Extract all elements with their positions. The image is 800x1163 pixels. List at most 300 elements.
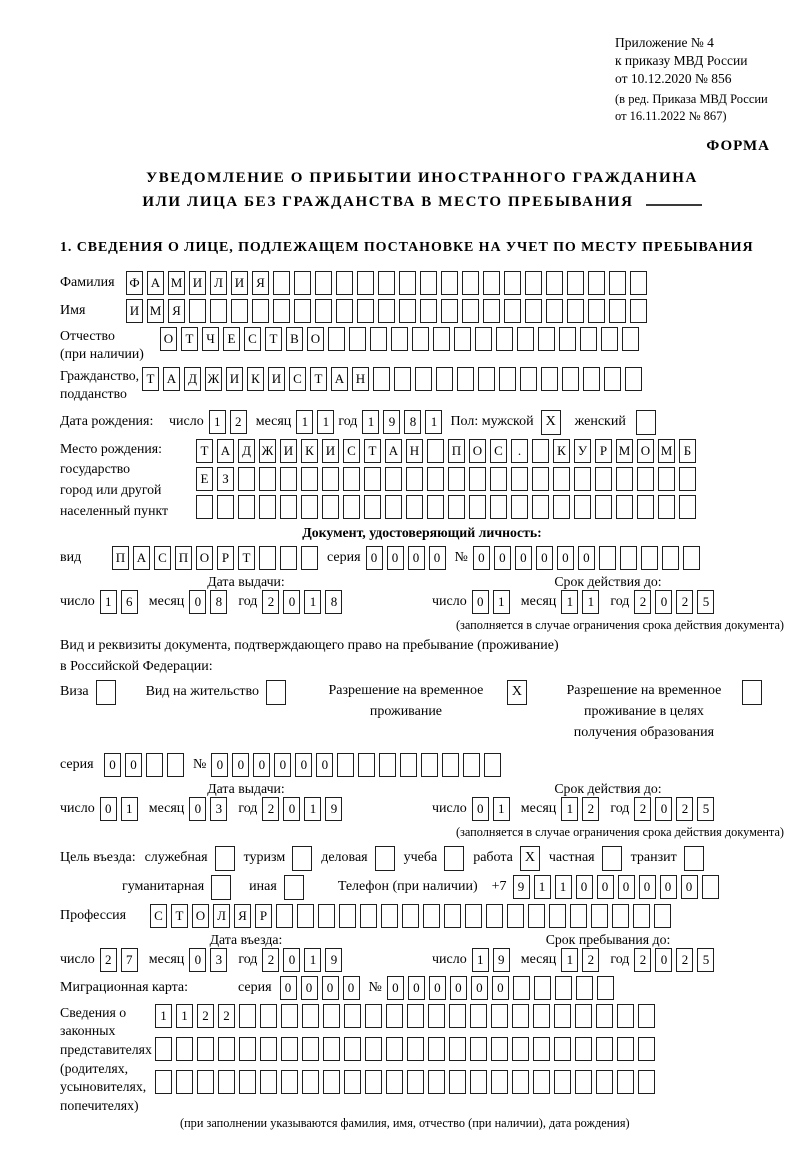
char-cell[interactable]: 1 xyxy=(100,590,117,614)
char-cell[interactable] xyxy=(532,467,549,491)
char-cell[interactable] xyxy=(252,299,269,323)
char-cell[interactable] xyxy=(259,546,276,570)
char-cell[interactable] xyxy=(239,1037,256,1061)
char-cell[interactable] xyxy=(525,271,542,295)
char-cell[interactable] xyxy=(323,1004,340,1028)
char-cell[interactable]: 0 xyxy=(274,753,291,777)
char-cell[interactable] xyxy=(449,1004,466,1028)
char-cell[interactable] xyxy=(575,1070,592,1094)
char-cell[interactable]: 0 xyxy=(387,976,404,1000)
char-cell[interactable] xyxy=(420,271,437,295)
char-cell[interactable] xyxy=(490,467,507,491)
char-cell[interactable] xyxy=(597,976,614,1000)
char-cell[interactable] xyxy=(197,1037,214,1061)
char-cell[interactable] xyxy=(654,904,671,928)
char-cell[interactable] xyxy=(433,327,450,351)
char-cell[interactable]: 2 xyxy=(582,797,599,821)
char-cell[interactable]: 1 xyxy=(493,797,510,821)
char-cell[interactable] xyxy=(391,327,408,351)
char-cell[interactable] xyxy=(609,299,626,323)
char-cell[interactable] xyxy=(323,1070,340,1094)
char-cell[interactable] xyxy=(407,1070,424,1094)
char-cell[interactable]: А xyxy=(331,367,348,391)
char-cell[interactable] xyxy=(441,299,458,323)
char-cell[interactable] xyxy=(301,546,318,570)
char-cell[interactable]: 2 xyxy=(262,590,279,614)
char-cell[interactable]: Р xyxy=(595,439,612,463)
char-cell[interactable] xyxy=(533,1037,550,1061)
char-cell[interactable]: П xyxy=(175,546,192,570)
char-cell[interactable] xyxy=(601,327,618,351)
char-cell[interactable] xyxy=(490,495,507,519)
char-cell[interactable] xyxy=(196,495,213,519)
char-cell[interactable]: О xyxy=(160,327,177,351)
char-cell[interactable]: 0 xyxy=(597,875,614,899)
char-cell[interactable]: О xyxy=(637,439,654,463)
purpose-delovaya-checkbox[interactable] xyxy=(375,846,395,871)
char-cell[interactable] xyxy=(365,1070,382,1094)
char-cell[interactable] xyxy=(365,1004,382,1028)
char-cell[interactable]: Ж xyxy=(205,367,222,391)
char-cell[interactable]: 2 xyxy=(100,948,117,972)
char-cell[interactable] xyxy=(637,467,654,491)
char-cell[interactable] xyxy=(360,904,377,928)
char-cell[interactable]: 2 xyxy=(197,1004,214,1028)
char-cell[interactable] xyxy=(386,1004,403,1028)
char-cell[interactable] xyxy=(575,1004,592,1028)
char-cell[interactable] xyxy=(469,467,486,491)
char-cell[interactable]: Д xyxy=(238,439,255,463)
char-cell[interactable]: Я xyxy=(234,904,251,928)
char-cell[interactable]: В xyxy=(286,327,303,351)
char-cell[interactable] xyxy=(538,327,555,351)
char-cell[interactable] xyxy=(176,1037,193,1061)
char-cell[interactable]: 1 xyxy=(296,410,313,434)
char-cell[interactable] xyxy=(449,1037,466,1061)
char-cell[interactable]: З xyxy=(217,467,234,491)
char-cell[interactable]: Д xyxy=(184,367,201,391)
char-cell[interactable]: 0 xyxy=(473,546,490,570)
char-cell[interactable]: 9 xyxy=(325,948,342,972)
char-cell[interactable] xyxy=(406,467,423,491)
char-cell[interactable] xyxy=(385,467,402,491)
char-cell[interactable] xyxy=(463,753,480,777)
char-cell[interactable] xyxy=(370,327,387,351)
char-cell[interactable] xyxy=(364,495,381,519)
char-cell[interactable] xyxy=(441,271,458,295)
char-cell[interactable]: 2 xyxy=(582,948,599,972)
char-cell[interactable]: Т xyxy=(310,367,327,391)
char-cell[interactable]: 5 xyxy=(697,948,714,972)
char-cell[interactable]: 3 xyxy=(210,948,227,972)
char-cell[interactable] xyxy=(596,1004,613,1028)
char-cell[interactable] xyxy=(155,1070,172,1094)
char-cell[interactable] xyxy=(596,1037,613,1061)
char-cell[interactable] xyxy=(281,1037,298,1061)
char-cell[interactable]: 1 xyxy=(561,948,578,972)
char-cell[interactable]: Я xyxy=(168,299,185,323)
char-cell[interactable]: Л xyxy=(210,271,227,295)
char-cell[interactable] xyxy=(532,439,549,463)
char-cell[interactable]: Ч xyxy=(202,327,219,351)
char-cell[interactable]: 2 xyxy=(634,590,651,614)
char-cell[interactable] xyxy=(349,327,366,351)
char-cell[interactable] xyxy=(567,271,584,295)
char-cell[interactable]: 0 xyxy=(618,875,635,899)
char-cell[interactable]: 1 xyxy=(561,590,578,614)
char-cell[interactable]: 0 xyxy=(472,797,489,821)
char-cell[interactable]: М xyxy=(658,439,675,463)
char-cell[interactable] xyxy=(504,299,521,323)
residence-permit-checkbox[interactable] xyxy=(266,680,286,705)
char-cell[interactable] xyxy=(679,467,696,491)
char-cell[interactable] xyxy=(379,753,396,777)
char-cell[interactable] xyxy=(239,1004,256,1028)
char-cell[interactable]: 0 xyxy=(515,546,532,570)
purpose-chastnaya-checkbox[interactable] xyxy=(602,846,622,871)
char-cell[interactable]: 0 xyxy=(429,976,446,1000)
char-cell[interactable]: А xyxy=(133,546,150,570)
char-cell[interactable]: 1 xyxy=(555,875,572,899)
char-cell[interactable] xyxy=(575,1037,592,1061)
char-cell[interactable]: 0 xyxy=(283,797,300,821)
char-cell[interactable]: К xyxy=(553,439,570,463)
char-cell[interactable] xyxy=(638,1004,655,1028)
char-cell[interactable]: И xyxy=(280,439,297,463)
char-cell[interactable]: 5 xyxy=(697,590,714,614)
char-cell[interactable]: О xyxy=(469,439,486,463)
char-cell[interactable] xyxy=(344,1037,361,1061)
char-cell[interactable] xyxy=(399,271,416,295)
char-cell[interactable] xyxy=(260,1004,277,1028)
visa-checkbox[interactable] xyxy=(96,680,116,705)
char-cell[interactable] xyxy=(507,904,524,928)
purpose-inaya-checkbox[interactable] xyxy=(284,875,304,900)
char-cell[interactable]: Р xyxy=(255,904,272,928)
char-cell[interactable]: 0 xyxy=(189,797,206,821)
char-cell[interactable] xyxy=(260,1070,277,1094)
purpose-gumanitarnaya-checkbox[interactable] xyxy=(211,875,231,900)
char-cell[interactable] xyxy=(702,875,719,899)
char-cell[interactable]: Т xyxy=(196,439,213,463)
char-cell[interactable]: 0 xyxy=(472,590,489,614)
char-cell[interactable]: 1 xyxy=(304,948,321,972)
char-cell[interactable]: 0 xyxy=(301,976,318,1000)
char-cell[interactable] xyxy=(596,1070,613,1094)
char-cell[interactable]: Т xyxy=(171,904,188,928)
char-cell[interactable] xyxy=(491,1070,508,1094)
char-cell[interactable]: 1 xyxy=(155,1004,172,1028)
char-cell[interactable] xyxy=(302,1004,319,1028)
char-cell[interactable]: 5 xyxy=(697,797,714,821)
char-cell[interactable] xyxy=(470,1037,487,1061)
char-cell[interactable] xyxy=(588,299,605,323)
char-cell[interactable] xyxy=(475,327,492,351)
char-cell[interactable]: Т xyxy=(238,546,255,570)
char-cell[interactable] xyxy=(402,904,419,928)
char-cell[interactable] xyxy=(630,299,647,323)
char-cell[interactable] xyxy=(511,495,528,519)
char-cell[interactable] xyxy=(357,299,374,323)
char-cell[interactable] xyxy=(217,495,234,519)
char-cell[interactable] xyxy=(513,976,530,1000)
char-cell[interactable] xyxy=(484,753,501,777)
char-cell[interactable]: 0 xyxy=(280,976,297,1000)
char-cell[interactable]: 0 xyxy=(283,948,300,972)
purpose-tranzit-checkbox[interactable] xyxy=(684,846,704,871)
char-cell[interactable]: А xyxy=(163,367,180,391)
char-cell[interactable] xyxy=(470,1004,487,1028)
char-cell[interactable] xyxy=(483,299,500,323)
char-cell[interactable] xyxy=(554,1004,571,1028)
char-cell[interactable] xyxy=(365,1037,382,1061)
char-cell[interactable]: О xyxy=(307,327,324,351)
char-cell[interactable] xyxy=(280,467,297,491)
char-cell[interactable] xyxy=(339,904,356,928)
char-cell[interactable] xyxy=(407,1037,424,1061)
char-cell[interactable]: 0 xyxy=(492,976,509,1000)
char-cell[interactable] xyxy=(273,299,290,323)
char-cell[interactable] xyxy=(512,1037,529,1061)
char-cell[interactable] xyxy=(583,367,600,391)
char-cell[interactable] xyxy=(146,753,163,777)
char-cell[interactable] xyxy=(553,495,570,519)
char-cell[interactable]: 0 xyxy=(639,875,656,899)
char-cell[interactable]: 2 xyxy=(676,948,693,972)
char-cell[interactable] xyxy=(428,1004,445,1028)
char-cell[interactable] xyxy=(386,1070,403,1094)
char-cell[interactable]: М xyxy=(147,299,164,323)
char-cell[interactable]: 0 xyxy=(104,753,121,777)
char-cell[interactable] xyxy=(520,367,537,391)
char-cell[interactable] xyxy=(273,271,290,295)
char-cell[interactable]: Н xyxy=(352,367,369,391)
char-cell[interactable] xyxy=(167,753,184,777)
char-cell[interactable] xyxy=(421,753,438,777)
edu-permit-checkbox[interactable] xyxy=(742,680,762,705)
char-cell[interactable] xyxy=(337,753,354,777)
char-cell[interactable] xyxy=(574,495,591,519)
char-cell[interactable] xyxy=(343,467,360,491)
char-cell[interactable] xyxy=(449,1070,466,1094)
char-cell[interactable]: 2 xyxy=(634,948,651,972)
char-cell[interactable] xyxy=(294,271,311,295)
char-cell[interactable]: . xyxy=(511,439,528,463)
char-cell[interactable] xyxy=(683,546,700,570)
char-cell[interactable]: 9 xyxy=(325,797,342,821)
char-cell[interactable] xyxy=(567,299,584,323)
char-cell[interactable]: 0 xyxy=(322,976,339,1000)
char-cell[interactable]: 0 xyxy=(316,753,333,777)
char-cell[interactable]: И xyxy=(322,439,339,463)
char-cell[interactable] xyxy=(328,327,345,351)
char-cell[interactable]: 8 xyxy=(404,410,421,434)
char-cell[interactable]: 9 xyxy=(513,875,530,899)
char-cell[interactable] xyxy=(570,904,587,928)
char-cell[interactable] xyxy=(546,299,563,323)
char-cell[interactable]: 0 xyxy=(232,753,249,777)
char-cell[interactable]: Р xyxy=(217,546,234,570)
char-cell[interactable]: 0 xyxy=(494,546,511,570)
char-cell[interactable] xyxy=(486,904,503,928)
char-cell[interactable]: М xyxy=(616,439,633,463)
char-cell[interactable]: И xyxy=(226,367,243,391)
char-cell[interactable]: 0 xyxy=(211,753,228,777)
char-cell[interactable] xyxy=(428,1070,445,1094)
char-cell[interactable] xyxy=(620,546,637,570)
char-cell[interactable] xyxy=(532,495,549,519)
char-cell[interactable] xyxy=(427,495,444,519)
char-cell[interactable]: 3 xyxy=(210,797,227,821)
char-cell[interactable] xyxy=(323,1037,340,1061)
char-cell[interactable] xyxy=(281,1070,298,1094)
char-cell[interactable] xyxy=(562,367,579,391)
char-cell[interactable] xyxy=(444,904,461,928)
char-cell[interactable]: С xyxy=(343,439,360,463)
char-cell[interactable] xyxy=(259,467,276,491)
char-cell[interactable] xyxy=(549,904,566,928)
char-cell[interactable] xyxy=(427,467,444,491)
char-cell[interactable] xyxy=(491,1004,508,1028)
char-cell[interactable]: Е xyxy=(196,467,213,491)
char-cell[interactable] xyxy=(155,1037,172,1061)
char-cell[interactable] xyxy=(491,1037,508,1061)
char-cell[interactable]: 0 xyxy=(681,875,698,899)
char-cell[interactable] xyxy=(176,1070,193,1094)
char-cell[interactable] xyxy=(385,495,402,519)
char-cell[interactable] xyxy=(478,367,495,391)
char-cell[interactable] xyxy=(318,904,335,928)
char-cell[interactable] xyxy=(336,271,353,295)
char-cell[interactable]: 1 xyxy=(425,410,442,434)
char-cell[interactable]: 0 xyxy=(578,546,595,570)
char-cell[interactable]: 9 xyxy=(383,410,400,434)
char-cell[interactable]: 0 xyxy=(295,753,312,777)
char-cell[interactable] xyxy=(638,1037,655,1061)
char-cell[interactable] xyxy=(239,1070,256,1094)
char-cell[interactable]: 1 xyxy=(121,797,138,821)
purpose-sluzhebnaya-checkbox[interactable] xyxy=(215,846,235,871)
char-cell[interactable]: Б xyxy=(679,439,696,463)
char-cell[interactable] xyxy=(238,495,255,519)
char-cell[interactable] xyxy=(679,495,696,519)
purpose-rabota-checkbox[interactable]: X xyxy=(520,846,540,871)
char-cell[interactable] xyxy=(436,367,453,391)
char-cell[interactable]: 1 xyxy=(317,410,334,434)
char-cell[interactable]: 0 xyxy=(189,590,206,614)
char-cell[interactable]: Т xyxy=(181,327,198,351)
char-cell[interactable] xyxy=(302,1037,319,1061)
char-cell[interactable] xyxy=(400,753,417,777)
char-cell[interactable] xyxy=(448,495,465,519)
char-cell[interactable] xyxy=(658,467,675,491)
char-cell[interactable]: 0 xyxy=(557,546,574,570)
char-cell[interactable]: Т xyxy=(265,327,282,351)
char-cell[interactable]: 0 xyxy=(655,948,672,972)
char-cell[interactable] xyxy=(528,904,545,928)
temp-permit-checkbox[interactable]: X xyxy=(507,680,527,705)
char-cell[interactable]: 1 xyxy=(362,410,379,434)
char-cell[interactable]: Ж xyxy=(259,439,276,463)
char-cell[interactable]: 2 xyxy=(262,797,279,821)
char-cell[interactable]: 2 xyxy=(676,590,693,614)
char-cell[interactable] xyxy=(394,367,411,391)
char-cell[interactable]: 0 xyxy=(576,875,593,899)
male-checkbox[interactable]: X xyxy=(541,410,561,435)
char-cell[interactable]: 0 xyxy=(366,546,383,570)
char-cell[interactable] xyxy=(555,976,572,1000)
char-cell[interactable] xyxy=(454,327,471,351)
char-cell[interactable] xyxy=(580,327,597,351)
char-cell[interactable] xyxy=(343,495,360,519)
char-cell[interactable]: 0 xyxy=(408,546,425,570)
char-cell[interactable] xyxy=(315,299,332,323)
purpose-turizm-checkbox[interactable] xyxy=(292,846,312,871)
char-cell[interactable] xyxy=(358,753,375,777)
char-cell[interactable]: У xyxy=(574,439,591,463)
char-cell[interactable] xyxy=(554,1070,571,1094)
char-cell[interactable] xyxy=(260,1037,277,1061)
char-cell[interactable]: 8 xyxy=(210,590,227,614)
char-cell[interactable]: 0 xyxy=(660,875,677,899)
char-cell[interactable] xyxy=(407,1004,424,1028)
char-cell[interactable]: А xyxy=(385,439,402,463)
char-cell[interactable] xyxy=(638,1070,655,1094)
char-cell[interactable] xyxy=(553,467,570,491)
char-cell[interactable]: С xyxy=(244,327,261,351)
char-cell[interactable]: 2 xyxy=(262,948,279,972)
char-cell[interactable] xyxy=(625,367,642,391)
char-cell[interactable]: 0 xyxy=(125,753,142,777)
char-cell[interactable]: Я xyxy=(252,271,269,295)
char-cell[interactable] xyxy=(617,1037,634,1061)
char-cell[interactable] xyxy=(599,546,616,570)
char-cell[interactable]: Т xyxy=(364,439,381,463)
char-cell[interactable]: 0 xyxy=(283,590,300,614)
char-cell[interactable]: П xyxy=(112,546,129,570)
char-cell[interactable]: 2 xyxy=(218,1004,235,1028)
char-cell[interactable] xyxy=(483,271,500,295)
char-cell[interactable]: И xyxy=(231,271,248,295)
char-cell[interactable] xyxy=(512,1004,529,1028)
char-cell[interactable] xyxy=(386,1037,403,1061)
char-cell[interactable] xyxy=(322,495,339,519)
char-cell[interactable] xyxy=(525,299,542,323)
char-cell[interactable] xyxy=(448,467,465,491)
char-cell[interactable]: 0 xyxy=(536,546,553,570)
char-cell[interactable] xyxy=(617,1004,634,1028)
char-cell[interactable] xyxy=(617,1070,634,1094)
char-cell[interactable]: О xyxy=(192,904,209,928)
char-cell[interactable] xyxy=(197,1070,214,1094)
char-cell[interactable] xyxy=(336,299,353,323)
female-checkbox[interactable] xyxy=(636,410,656,435)
char-cell[interactable] xyxy=(189,299,206,323)
char-cell[interactable]: 0 xyxy=(471,976,488,1000)
char-cell[interactable]: А xyxy=(147,271,164,295)
char-cell[interactable]: И xyxy=(126,299,143,323)
char-cell[interactable] xyxy=(504,271,521,295)
char-cell[interactable] xyxy=(302,1070,319,1094)
char-cell[interactable] xyxy=(541,367,558,391)
char-cell[interactable]: 0 xyxy=(189,948,206,972)
char-cell[interactable] xyxy=(344,1004,361,1028)
char-cell[interactable]: И xyxy=(268,367,285,391)
char-cell[interactable] xyxy=(357,271,374,295)
char-cell[interactable]: П xyxy=(448,439,465,463)
char-cell[interactable]: 2 xyxy=(634,797,651,821)
char-cell[interactable] xyxy=(517,327,534,351)
